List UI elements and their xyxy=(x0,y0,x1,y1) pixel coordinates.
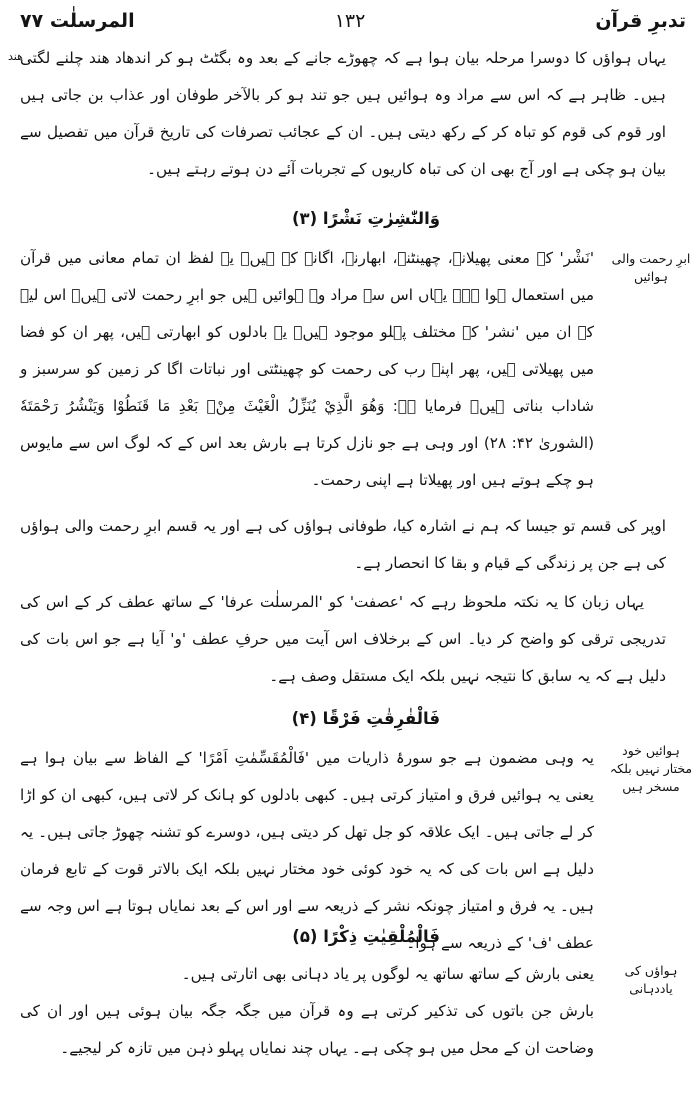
book-title: تدبرِ قرآن xyxy=(595,10,686,32)
verse-5: فَالْمُلْقِيٰتِ ذِكْرًا (۵) xyxy=(292,927,440,946)
paragraph-2: 'نَشْر' کے معنی پھیلانے، چھینٹنے، ابھارنے، اگانے کے ہیں۔ یہ لفظ ان تمام معانی میں قرآن میں استعمال ہوا ہے۔ یہاں اس سے مراد وہ ہوائیں ہیں جو ابرِ رحمت لاتی ہیں۔ اس لیے کہ ان میں 'نشر' کے مختلف پہلو موجود ہیں۔ یہ بادلوں کو ابھارتی ہیں، پھر ان کو فضا میں پھیلاتی ہیں، پھر اپنے رب کی رحمت کو چھینٹتی اور نباتات اگا کر زمین کو سرسبز و شاداب بناتی ہیں۔ فرمایا ہے: وَهُوَ الَّذِيْ يُنَزِّلُ الْغَيْثَ مِنْۢ بَعْدِ مَا قَنَطُوْا وَيَنْشُرُ رَحْمَتَهٗ (الشوریٰ ۴۲: ۲۸) اور وہی ہے جو نازل کرتا ہے بارش بعد اس کے کہ لوگ اس سے مایوس ہو چکے ہوتے ہیں اور پھیلاتا ہے اپنی رحمت۔ xyxy=(20,249,595,489)
paragraph-5: یہ وہی مضمون ہے جو سورۂ ذاریات میں 'فَالْمُقَسِّمٰتِ اَمْرًا' کے الفاظ سے بیان ہوا ہے یعنی یہ ہوائیں فرق و امتیاز کرتی ہیں۔ کبھی بادلوں کو ہانک کر لاتی ہیں، کبھی ان کو اڑا کر لے جاتی ہیں۔ ایک علاقہ کو جل تھل کر دیتی ہیں، دوسرے کو تشنہ چھوڑ جاتی ہیں۔ یہ دلیل ہے اس بات کی کہ یہ خود کوئی خود مختار نہیں بلکہ ایک بالاتر قوت کے تابع فرمان ہیں۔ یہ فرق و امتیاز چونکہ نشر کے ذریعہ سے اور اس کے بعد نمایاں ہوتا ہے اس وجہ سے عطف 'ف' کے ذریعہ سے ہوا۔ xyxy=(20,749,594,952)
margin-note-subservient-winds: ہوائیں خود مختار نہیں بلکہ مسخر ہیں xyxy=(609,743,693,795)
page-header xyxy=(0,6,700,42)
verse-4: فَالْفٰرِقٰتِ فَرْقًا (۴) xyxy=(291,709,440,728)
margin-note-rain-winds: ابرِ رحمت والی ہوائیں xyxy=(611,251,691,285)
paragraph-4: یہاں زبان کا یہ نکتہ ملحوظ رہے کہ 'عصفت' کو 'المرسلٰت عرفا' کے ساتھ عطف کر کے اس کی تدریجی ترقی کو واضح کر دیا۔ اس کے برخلاف اس آیت میں حرفِ عطف 'و' آیا ہے جو اس بات کی دلیل ہے کہ یہ سابق کا نتیجہ نہیں بلکہ ایک مستقل وصف ہے۔ xyxy=(20,593,666,685)
verse-3: وَالنّٰشِرٰتِ نَشْرًا (۳) xyxy=(291,209,440,228)
surah-name: المرسلٰت ۷۷ xyxy=(20,10,135,32)
paragraph-7: بارش جن باتوں کی تذکیر کرتی ہے وہ قرآن میں جگہ جگہ بیان ہوئی ہیں اور ان کی وضاحت ان کے محل میں ہو چکی ہے۔ یہاں چند نمایاں پہلو ذہن میں تازہ کر لیجیے۔ xyxy=(20,1002,594,1057)
paragraph-1: یہاں ہواؤں کا دوسرا مرحلہ بیان ہوا ہے کہ چھوڑے جانے کے بعد وہ بگٹٹ ہو کر اندھاد ھند چلنے لگتی ہیں۔ ظاہر ہے کہ اس سے مراد وہ ہوائیں ہیں جو تند ہو کر بالآخر طوفان اور عذاب بن جاتی ہیں اور قوم کی قوم کو تباہ کر کے رکھ دیتی ہیں۔ ان کے عجائب تصرفات کی تاریخ قرآن میں تفصیل سے بیان ہو چکی ہے اور آج بھی ان کی تباہ کاریوں کے تجربات آئے دن ہوتے رہتے ہیں۔ xyxy=(20,49,666,178)
page-number: ۱۳۲ xyxy=(334,10,366,32)
margin-note-reminder: ہواؤں کی یاددہانی xyxy=(624,963,678,997)
paragraph-6: یعنی بارش کے ساتھ ساتھ یہ لوگوں پر یاد دہانی بھی اتارتی ہیں۔ xyxy=(181,965,594,983)
paragraph-3: اوپر کی قسم تو جیسا کہ ہم نے اشارہ کیا، طوفانی ہواؤں کی ہے اور یہ قسم ابرِ رحمت والی ہواؤں کی ہے جن پر زندگی کے قیام و بقا کا انحصار ہے۔ xyxy=(20,517,666,572)
overline-note: ھند xyxy=(8,50,23,63)
